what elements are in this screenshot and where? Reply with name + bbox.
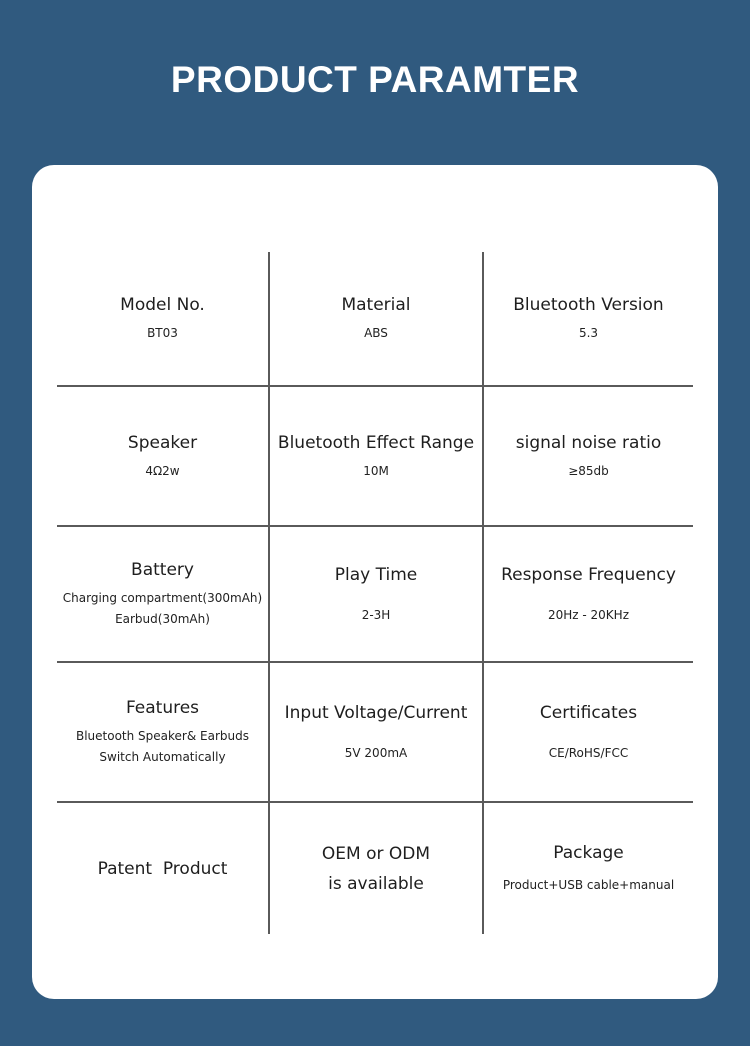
param-oem-odm	[270, 803, 482, 934]
param-value: 4Ω2w	[145, 463, 180, 478]
param-input-voltage	[270, 663, 482, 801]
param-value: 10M	[363, 463, 389, 478]
param-value-line: Switch Automatically	[99, 750, 226, 764]
param-value	[63, 588, 262, 630]
param-value: CE/RoHS/FCC	[548, 745, 629, 760]
param-label: Speaker	[127, 432, 198, 453]
param-label: OEM or ODM	[321, 843, 431, 864]
param-value: ABS	[364, 326, 388, 340]
param-value-line: Charging compartment(300mAh)	[62, 591, 263, 605]
param-material	[270, 252, 482, 385]
param-label: Bluetooth Version	[513, 295, 664, 315]
param-bluetooth-version	[484, 252, 693, 385]
param-label: Patent Product	[97, 858, 228, 879]
param-speaker	[57, 387, 268, 525]
param-label: Input Voltage/Current	[284, 702, 468, 723]
param-value-line: Earbud(30mAh)	[115, 612, 210, 626]
param-package	[484, 803, 693, 934]
param-play-time	[270, 527, 482, 661]
param-label: Response Frequency	[501, 564, 676, 585]
param-value: Product+USB cable+manual	[502, 878, 675, 892]
param-certificates	[484, 663, 693, 801]
param-value: 5.3	[578, 326, 599, 340]
param-patent	[57, 803, 268, 934]
param-label: Bluetooth Effect Range	[277, 432, 475, 453]
param-model	[57, 252, 268, 385]
param-value	[76, 726, 249, 768]
param-label: Battery	[131, 560, 194, 580]
param-value: 5V 200mA	[344, 745, 408, 760]
param-label: Package	[553, 843, 624, 863]
param-label: Features	[125, 698, 200, 718]
param-label: Material	[341, 295, 411, 315]
param-label: Model No.	[120, 295, 205, 315]
page-title: PRODUCT PARAMTER	[170, 59, 580, 100]
parameter-grid	[57, 252, 693, 934]
param-value: BT03	[147, 326, 178, 340]
param-label: Play Time	[334, 564, 418, 585]
param-features	[57, 663, 268, 801]
param-signal-noise-ratio	[484, 387, 693, 525]
param-value-line: Bluetooth Speaker& Earbuds	[75, 729, 249, 743]
param-value: 2-3H	[361, 607, 391, 622]
param-label: is available	[328, 873, 424, 894]
parameter-card	[32, 165, 718, 999]
param-response-frequency	[484, 527, 693, 661]
param-value: 20Hz - 20KHz	[547, 607, 629, 622]
param-value: ≥85db	[568, 463, 609, 478]
param-battery	[57, 527, 268, 661]
param-label: Certificates	[539, 702, 638, 723]
param-label: signal noise ratio	[515, 432, 662, 453]
param-bluetooth-range	[270, 387, 482, 525]
